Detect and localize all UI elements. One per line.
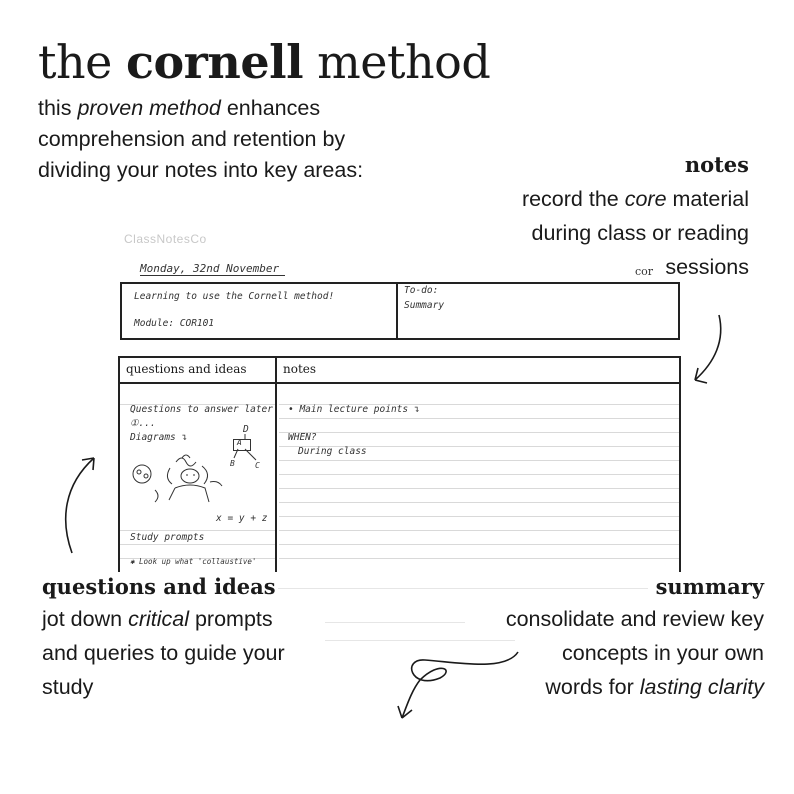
tree-node-d: D <box>243 424 249 435</box>
equation-text: x = y + z <box>216 513 268 524</box>
tree-node-c: C <box>255 461 260 470</box>
arrow-to-notes <box>695 315 721 380</box>
questions-line2: and queries to guide your <box>42 641 285 665</box>
topic-text: Learning to use the Cornell method! <box>134 291 335 302</box>
questions-line: Diagrams ↴ <box>130 432 188 443</box>
title-prefix: the <box>38 35 126 89</box>
questions-line: ①... <box>130 418 156 429</box>
arrow-to-questions <box>66 458 94 553</box>
questions-emphasis: critical <box>128 607 189 631</box>
notes-line: WHEN? <box>288 432 317 443</box>
intro-line1-a: this <box>38 96 78 120</box>
col-questions-header: questions and ideas <box>126 362 247 376</box>
questions-line: Questions to answer later <box>130 404 273 415</box>
intro-emphasis: proven method <box>77 96 221 120</box>
watermark: ClassNotesCo <box>124 232 207 246</box>
summary-line2: concepts in your own <box>562 641 764 665</box>
sketch-drawing <box>133 455 222 502</box>
questions-heading: questions and ideas <box>42 574 276 599</box>
partial-note: ✱ Look up what 'collaustive' <box>130 557 257 566</box>
tree-node-b: B <box>230 459 235 468</box>
todo-item: Summary <box>404 300 445 311</box>
title-suffix: method <box>303 35 491 89</box>
intro-line3: dividing your notes into key areas: <box>38 158 364 182</box>
notes-line3: sessions <box>665 255 749 279</box>
intro-line2: comprehension and retention by <box>38 127 346 151</box>
questions-line1-b: prompts <box>188 607 273 631</box>
questions-line3: study <box>42 675 94 699</box>
intro-line1-b: enhances <box>220 96 321 120</box>
study-prompts-text: Study prompts <box>130 532 205 543</box>
summary-emphasis: lasting clarity <box>639 675 764 699</box>
notes-line: During class <box>298 446 367 457</box>
notes-line2: during class or reading <box>531 221 749 245</box>
questions-line1-a: jot down <box>42 607 129 631</box>
partial-label: cor <box>635 265 654 278</box>
notes-line1-b: material <box>666 187 749 211</box>
tree-node-a: A <box>237 438 242 447</box>
col-notes-header: notes <box>283 362 317 376</box>
notes-heading: notes <box>684 152 749 177</box>
summary-heading: summary <box>655 574 764 599</box>
notes-line1-a: record the <box>521 187 625 211</box>
summary-description <box>444 572 764 704</box>
title-bold: cornell <box>125 35 304 89</box>
tree-lines <box>234 434 256 460</box>
module-text: Module: COR101 <box>134 318 215 329</box>
notes-line: • Main lecture points ↴ <box>288 404 420 415</box>
summary-line1: consolidate and review key <box>505 607 764 631</box>
date-line: Monday, 32nd November <box>140 262 280 275</box>
questions-description <box>42 572 342 704</box>
notes-emphasis: core <box>624 187 667 211</box>
todo-label: To-do: <box>404 285 439 296</box>
summary-line3-a: words for <box>545 675 640 699</box>
